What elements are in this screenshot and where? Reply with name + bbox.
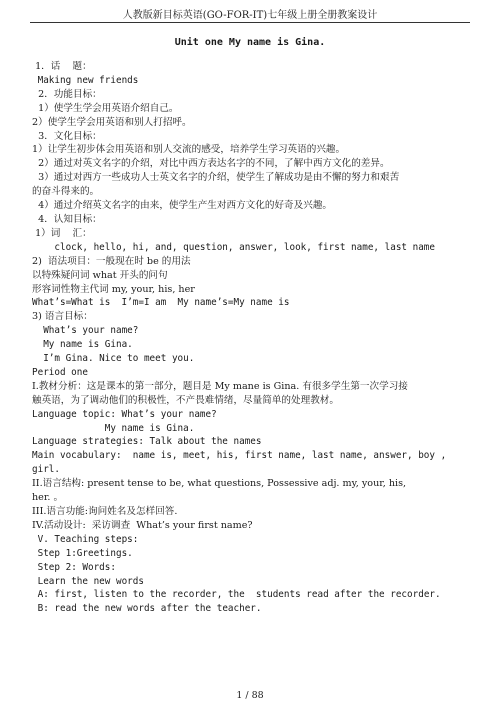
- body-line: 3）通过对西方一些成功人士英文名字的介绍，使学生了解成功是由不懈的努力和艰苦: [32, 172, 400, 184]
- body-line: Language topic: What’s your name?: [32, 408, 217, 420]
- document-body: [32, 60, 472, 616]
- body-line: 2）通过对英文名字的介绍，对比中西方表达名字的不同，了解中西方文化的差异。: [32, 158, 390, 170]
- body-line: What’s=What is I’m=I am My name’s=My name is: [32, 297, 290, 309]
- body-line: 的奋斗得来的。: [32, 186, 100, 198]
- body-line: III.语言功能:询问姓名及怎样回答.: [32, 506, 178, 517]
- body-line: 触英语，为了调动他们的积极性，不产畏难情绪，尽量简单的处理教材。: [32, 394, 339, 406]
- body-line: Period one: [32, 366, 88, 378]
- body-line: 2．功能目标：: [32, 88, 102, 100]
- body-line: B: read the new words after the teacher.: [32, 603, 262, 615]
- body-line: clock, hello, hi, and, question, answer, look, first name, last name: [32, 241, 436, 253]
- body-line: Language strategies: Talk about the names: [32, 436, 262, 448]
- body-line: I.教材分析：这是课本的第一部分，题目是 My mane is Gina. 有很多学生第一次学习接: [32, 380, 408, 392]
- body-line: V. Teaching steps:: [32, 533, 139, 545]
- body-line: A: first, listen to the recorder, the students read after the recorder.: [32, 589, 441, 601]
- body-line: 1）词 汇：: [32, 227, 92, 239]
- body-line: 4．认知目标：: [32, 213, 102, 225]
- body-line: 1．话 题：: [32, 61, 92, 72]
- body-line: 3．文化目标：: [32, 130, 102, 142]
- body-line: 3) 语言目标：: [32, 311, 93, 323]
- body-line: 1）使学生学会用英语介绍自己。: [32, 102, 179, 114]
- body-line: her. 。: [32, 492, 64, 504]
- body-line: Step 1:Greetings.: [32, 547, 133, 559]
- body-line: What’s your name?: [32, 325, 139, 337]
- body-line: 2) 语法项目：一般现在时 be 的用法: [32, 255, 191, 267]
- document-title: Unit one My name is Gina.: [174, 37, 326, 48]
- body-line: Step 2: Words:: [32, 561, 116, 573]
- body-line: 形容词性物主代词 my, your, his, her: [32, 283, 195, 295]
- body-line: Main vocabulary: name is, meet, his, first name, last name, answer, boy , girl.: [32, 450, 452, 476]
- header-divider: [30, 22, 470, 23]
- body-line: My name is Gina.: [32, 422, 195, 434]
- body-line: 4）通过介绍英文名字的由来，使学生产生对西方文化的好奇及兴趣。: [32, 200, 333, 212]
- body-line: 1）让学生初步体会用英语和别人交流的感受，培养学生学习英语的兴趣。: [32, 144, 346, 156]
- body-line: 2）使学生学会用英语和别人打招呼。: [32, 116, 192, 128]
- body-line: 以特殊疑问词 what 开头的问句: [32, 269, 168, 281]
- body-line: II.语言结构: present tense to be, what questions, Possessive adj. my, your, his,: [32, 478, 407, 490]
- running-header: 人教版新目标英语(GO-FOR-IT)七年级上册全册教案设计: [122, 10, 378, 21]
- body-line: IV.活动设计: 采访调查 What’s your first name?: [32, 519, 253, 531]
- body-line: Learn the new words: [32, 575, 144, 587]
- body-line: I’m Gina. Nice to meet you.: [32, 353, 195, 365]
- page-number: 1 / 88: [236, 690, 264, 701]
- body-line: My name is Gina.: [32, 339, 133, 351]
- body-line: Making new friends: [32, 74, 139, 86]
